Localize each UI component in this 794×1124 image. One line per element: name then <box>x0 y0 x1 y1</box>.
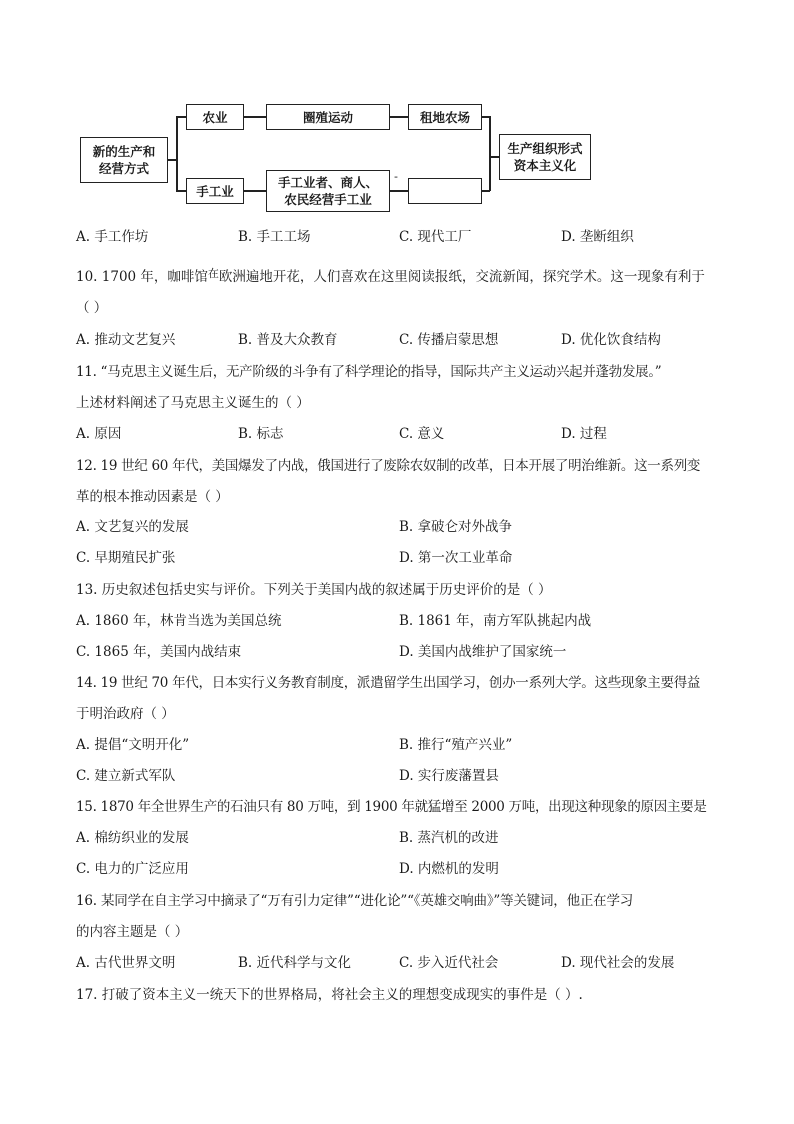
q14-option-b: B. 推行“殖产兴业” <box>399 737 513 753</box>
connector <box>176 190 186 192</box>
q15-option-c: C. 电力的广泛应用 <box>76 861 189 877</box>
q15-option-d: D. 内燃机的发明 <box>399 861 499 877</box>
box-handicraft <box>186 178 244 204</box>
box-handicraft-operators <box>266 170 390 212</box>
q14-option-d: D. 实行废藩置县 <box>399 768 499 784</box>
q16-option-b: B. 近代科学与文化 <box>238 955 352 971</box>
q16-option-c: C. 步入近代社会 <box>399 955 499 971</box>
q10-option-d: D. 优化饮食结构 <box>561 332 661 348</box>
q11-option-b: B. 标志 <box>238 426 284 442</box>
connector <box>176 116 186 118</box>
q12-option-c: C. 早期殖民扩张 <box>76 550 176 566</box>
q17-stem-line1: 17. 打破了资本主义一统天下的世界格局，将社会主义的理想变成现实的事件是（ ）. <box>76 987 583 1003</box>
q10-option-b: B. 普及大众教育 <box>238 332 338 348</box>
box-blank-answer <box>408 178 482 204</box>
bracket-right-vertical <box>489 116 491 191</box>
q10-stem-line1 <box>76 264 705 287</box>
q14-option-c: C. 建立新式军队 <box>76 768 176 784</box>
q15-option-b: B. 蒸汽机的改进 <box>399 830 499 846</box>
box-capitalist-organization-label: 生产组织形式资本主义化 <box>507 141 583 173</box>
q11-option-d: D. 过程 <box>561 426 607 442</box>
q10-option-c: C. 传播启蒙思想 <box>399 332 499 348</box>
q11-stem-line1: 11. “马克思主义诞生后，无产阶级的斗争有了科学理论的指导，国际共产主义运动兴起并蓬勃发展。” <box>76 364 662 380</box>
q9-option-d: D. 垄断组织 <box>561 229 634 245</box>
box-capitalist-organization <box>499 134 591 180</box>
q10-stem-post: 欧洲遍地开花，人们喜欢在这里阅读报纸，交流新闻，探究学术。这一现象有利于 <box>218 269 705 285</box>
q11-option-a: A. 原因 <box>76 426 122 442</box>
box-agriculture <box>186 104 244 130</box>
q13-option-a: A. 1860 年，林肯当选为美国总统 <box>76 613 282 629</box>
box-handicraft-label: 手工业 <box>196 183 234 199</box>
q9-option-a: A. 手工作坊 <box>76 229 149 245</box>
q13-option-c: C. 1865 年，美国内战结束 <box>76 644 242 660</box>
q16-stem-line1: 16. 某同学在自主学习中摘录了“万有引力定律”“进化论”“《英雄交响曲》”等关键词，他正在学习 <box>76 893 634 909</box>
connector <box>244 116 266 118</box>
q12-stem-line2: 革的根本推动因素是（ ） <box>76 489 229 505</box>
connector <box>489 156 499 158</box>
box-new-production-mode-label: 新的生产和经营方式 <box>92 144 156 176</box>
q16-stem-line2: 的内容主题是（ ） <box>76 924 189 940</box>
q15-option-a: A. 棉纺织业的发展 <box>76 830 189 846</box>
connector <box>244 190 266 192</box>
q10-stem-small: 在 <box>207 267 219 280</box>
q12-option-a: A. 文艺复兴的发展 <box>76 519 189 535</box>
box-enclosure-movement <box>266 104 390 130</box>
bracket-left-vertical <box>176 116 178 190</box>
q16-option-d: D. 现代社会的发展 <box>561 955 675 971</box>
connector <box>390 190 408 192</box>
q16-option-a: A. 古代世界文明 <box>76 955 176 971</box>
q13-stem-line1: 13. 历史叙述包括史实与评价。下列关于美国内战的叙述属于历史评价的是（ ） <box>76 582 552 598</box>
box-enclosure-movement-label: 圈殖运动 <box>302 109 353 125</box>
box-tenant-farm-label: 租地农场 <box>419 109 470 125</box>
q12-stem-line1: 12. 19 世纪 60 年代，美国爆发了内战，俄国进行了废除农奴制的改革，日本开展了明治维新。这一系列变 <box>76 458 701 474</box>
q10-stem-pre: 10. 1700 年，咖啡馆 <box>76 269 208 285</box>
q11-stem-line2: 上述材料阐述了马克思主义诞生的（ ） <box>76 395 310 411</box>
q15-stem-line1: 15. 1870 年全世界生产的石油只有 80 万吨，到 1900 年就猛增至 2000 万吨，出现这种现象的原因主要是 <box>76 799 707 815</box>
box-handicraft-operators-label: 手工业者、商人、农民经营手工业 <box>277 175 378 207</box>
connector <box>168 159 177 161</box>
q10-option-a: A. 推动文艺复兴 <box>76 332 176 348</box>
q14-stem-line1: 14. 19 世纪 70 年代，日本实行义务教育制度，派遣留学生出国学习，创办一系列大学。这些现象主要得益 <box>76 675 701 691</box>
box-tenant-farm <box>408 104 482 130</box>
q13-option-b: B. 1861 年，南方军队挑起内战 <box>399 613 592 629</box>
q12-option-b: B. 拿破仑对外战争 <box>399 519 513 535</box>
q14-option-a: A. 提倡“文明开化” <box>76 737 190 753</box>
box-new-production-mode <box>80 137 168 183</box>
q9-option-c: C. 现代工厂 <box>399 229 472 245</box>
stray-mark: - <box>394 170 398 183</box>
connector <box>390 116 408 118</box>
flow-diagram <box>0 0 794 230</box>
box-agriculture-label: 农业 <box>202 109 228 125</box>
q9-option-b: B. 手工工场 <box>238 229 311 245</box>
q14-stem-line2: 于明治政府（ ） <box>76 706 175 722</box>
q13-option-d: D. 美国内战维护了国家统一 <box>399 644 567 660</box>
q11-option-c: C. 意义 <box>399 426 445 442</box>
q10-stem-line2: （ ） <box>76 300 108 316</box>
q12-option-d: D. 第一次工业革命 <box>399 550 513 566</box>
